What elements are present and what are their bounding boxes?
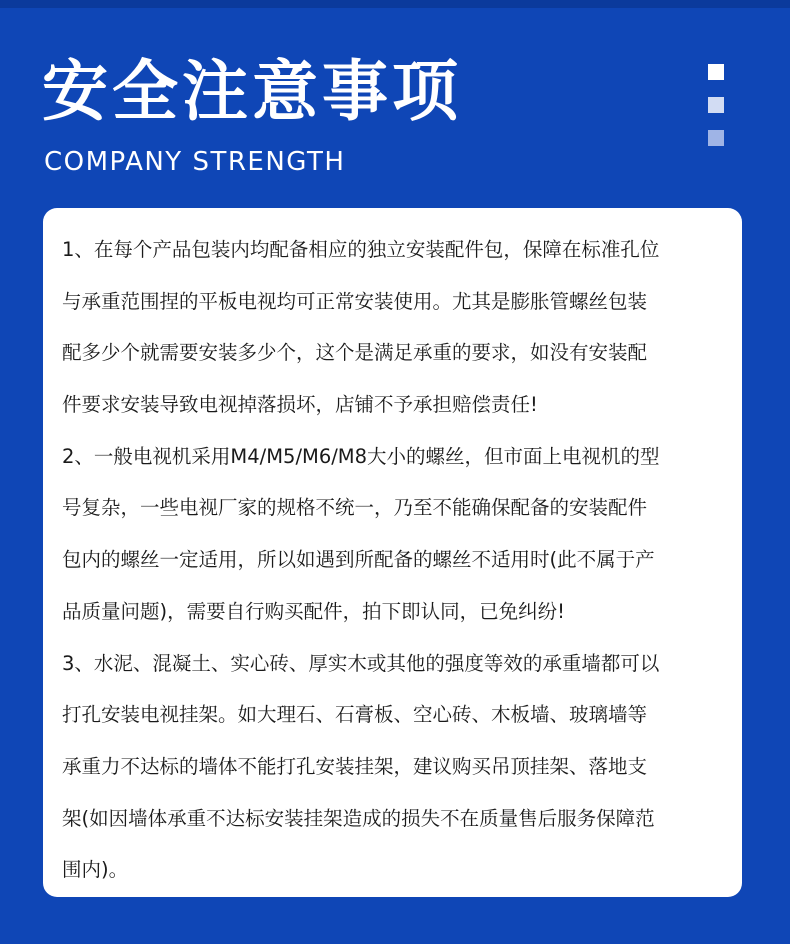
notice-line: 2、一般电视机采用M4/M5/M6/M8大小的螺丝，但市面上电视机的型 [62, 444, 660, 468]
notice-line: 围内)。 [62, 858, 129, 882]
square-icon [708, 64, 724, 80]
notice-card [43, 208, 742, 897]
notice-line: 架(如因墙体承重不达标安装挂架造成的损失不在质量售后服务保障范 [62, 806, 655, 830]
square-icon [708, 97, 724, 113]
page-title: 安全注意事项 [42, 53, 462, 130]
square-icon [708, 130, 724, 146]
notice-line: 与承重范围捏的平板电视均可正常安装使用。尤其是膨胀管螺丝包装 [62, 289, 648, 313]
decorative-squares [708, 64, 724, 146]
notice-line: 配多少个就需要安装多少个，这个是满足承重的要求，如没有安装配 [62, 341, 648, 365]
notice-line: 品质量问题)，需要自行购买配件，拍下即认同，已免纠纷! [62, 599, 565, 623]
notice-line: 承重力不达标的墙体不能打孔安装挂架，建议购买吊顶挂架、落地支 [62, 754, 648, 778]
top-stripe [0, 0, 790, 8]
notice-line: 号复杂，一些电视厂家的规格不统一，乃至不能确保配备的安装配件 [62, 496, 648, 520]
notice-line: 3、水泥、混凝土、实心砖、厚实木或其他的强度等效的承重墙都可以 [62, 651, 660, 675]
page-subtitle: COMPANY STRENGTH [44, 147, 346, 177]
notice-line: 1、在每个产品包装内均配备相应的独立安装配件包，保障在标准孔位 [62, 238, 660, 261]
notice-text [62, 224, 732, 896]
notice-line: 包内的螺丝一定适用，所以如遇到所配备的螺丝不适用时(此不属于产 [62, 548, 655, 572]
notice-line: 打孔安装电视挂架。如大理石、石膏板、空心砖、木板墙、玻璃墙等 [62, 703, 648, 727]
notice-line: 件要求安装导致电视掉落损坏，店铺不予承担赔偿责任! [62, 393, 538, 417]
